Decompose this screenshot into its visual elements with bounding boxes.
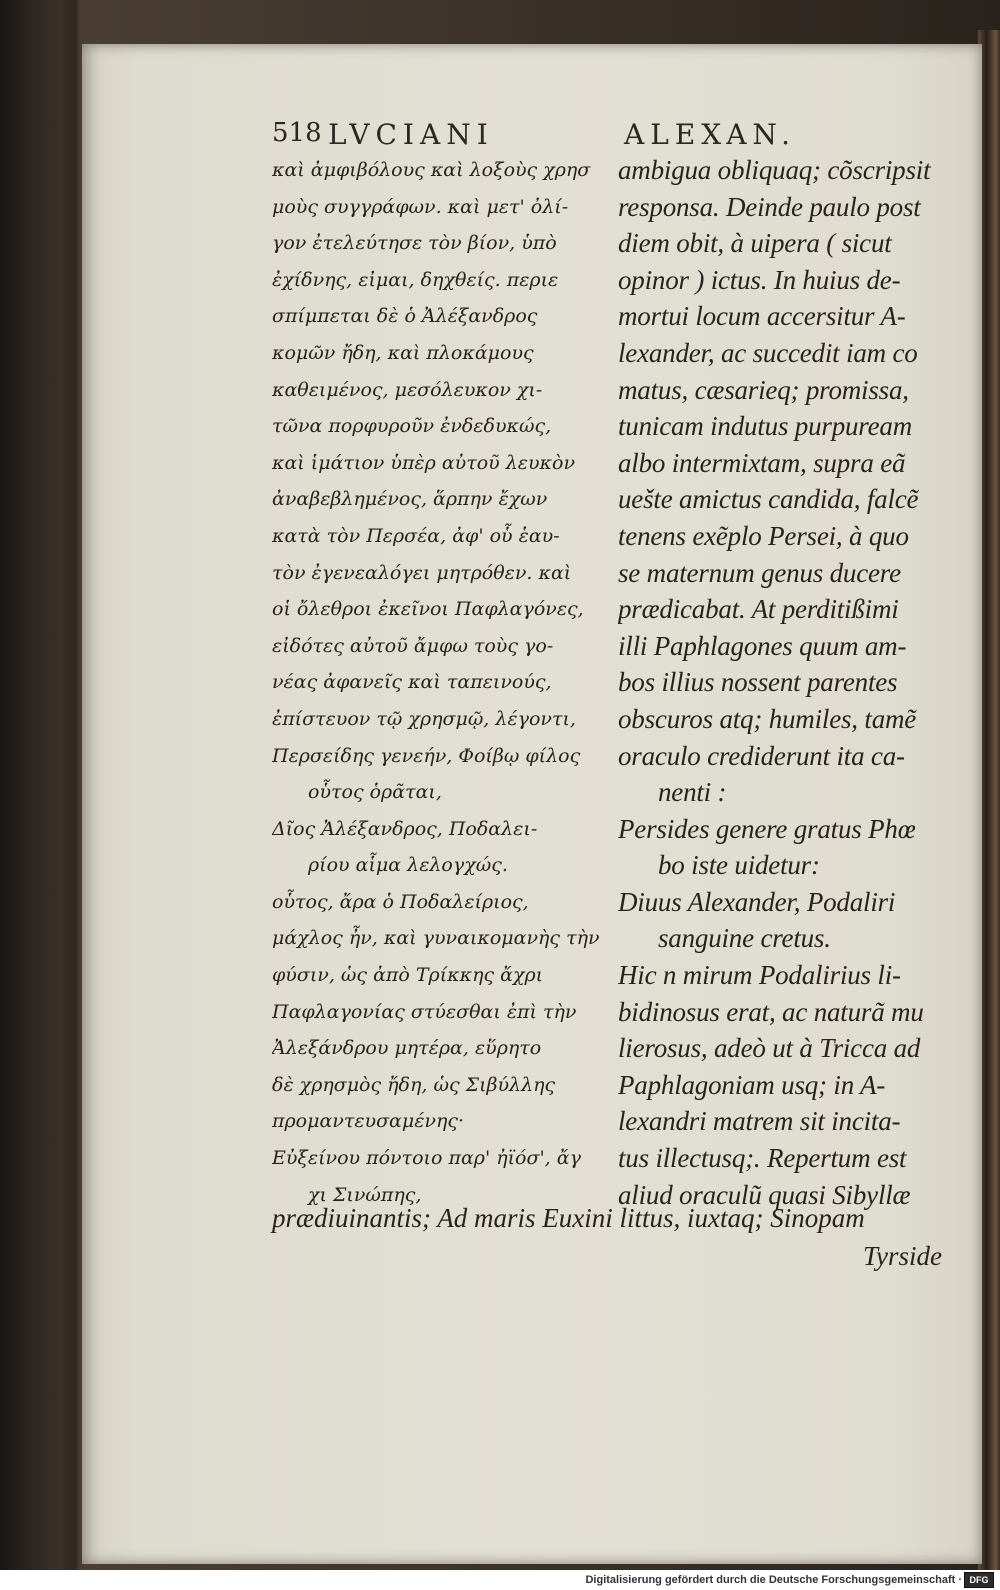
latin-line: bidinosus erat, ac naturã mu [618, 996, 924, 1027]
page-number: 518 [272, 118, 322, 148]
latin-line: opinor ) ictus. In huius de- [618, 264, 901, 295]
footer-bar [0, 1570, 1000, 1590]
latin-verse-line: Diuus Alexander, Podaliri [618, 886, 896, 917]
latin-line: bos illius nossent parentes [618, 667, 898, 698]
running-head-right: ALEXAN. [624, 118, 797, 151]
latin-verse-line: Persides genere gratus Phœ [618, 813, 916, 844]
funding-notice: Digitalisierung gefördert durch die Deutsche Forschungsgemeinschaft · [585, 1574, 962, 1586]
greek-line: εἰδότες αὐτοῦ ἄμφω τοὺς γο- [272, 634, 554, 657]
greek-line: προμαντευσαμένης· [272, 1110, 465, 1133]
full-width-line: prædiuinantis; Ad maris Euxini littus, iuxtaq; Sinopam [272, 1203, 865, 1233]
greek-line: Παφλαγονίας στύεσθαι ἐπὶ τὴν [272, 1000, 577, 1023]
greek-text-column [272, 152, 602, 1213]
latin-line: ambigua obliquaq; cõscripsit [618, 155, 931, 185]
running-head-left: LVCIANI [328, 118, 494, 151]
latin-line: obscuros atq; humiles, tamẽ [618, 703, 917, 734]
greek-line: φύσιν, ὡς ἀπὸ Τρίκκης ἄχρι [272, 964, 544, 987]
latin-line: matus, cæsarieq; promissa, [618, 374, 909, 405]
latin-line: tenens exẽplo Persei, à quo [618, 520, 909, 551]
latin-line: Paphlagoniam usq; in A- [618, 1069, 886, 1100]
latin-line: lierosus, adeò ut à Tricca ad [618, 1033, 921, 1064]
greek-line: νέας ἀφανεῖς καὶ ταπεινούς, [272, 671, 552, 694]
greek-line: γον ἐτελεύτησε τὸν βίον, ὑπὸ [272, 232, 557, 255]
latin-line: uešte amictus candida, falcẽ [618, 484, 919, 515]
greek-line: καθειμένος, μεσόλευκον χι- [272, 378, 543, 401]
latin-line: responsa. Deinde paulo post [618, 191, 921, 222]
greek-line: καὶ ἀμφιβόλους καὶ λοξοὺς χρησ [272, 159, 591, 181]
latin-text-column [618, 152, 938, 1213]
latin-line: lexandri matrem sit incita- [618, 1106, 901, 1137]
greek-verse-line: Εὐξείνου πόντοιο παρ' ἠϊόσ', ἄγ [272, 1147, 581, 1170]
dfg-logo-icon: DFG [964, 1572, 994, 1588]
greek-verse-line: Περσείδης γενεήν, Φοίβῳ φίλος [272, 744, 581, 767]
greek-line: ἐπίστευον τῷ χρησμῷ, λέγοντι, [272, 707, 576, 730]
latin-line: diem obit, à uipera ( sicut [618, 228, 892, 259]
latin-line: aliud oraculũ quasi Sibyllæ [618, 1179, 911, 1210]
greek-line: οὗτος, ἄρα ὁ Ποδαλείριος, [272, 890, 529, 913]
greek-line: μοὺς συγγράφων. καὶ μετ' ὀλί- [272, 195, 569, 218]
greek-line: σπίμπεται δὲ ὁ Ἀλέξανδρος [272, 305, 538, 328]
catchword: Tyrside [863, 1241, 942, 1271]
greek-line: τὸν ἐγενεαλόγει μητρόθεν. καὶ [272, 561, 572, 584]
greek-line: οἱ ὄλεθροι ἐκεῖνοι Παφλαγόνες, [272, 598, 584, 621]
latin-line: oraculo crediderunt ita ca- [618, 740, 905, 771]
latin-verse-line: bo iste uidetur: [658, 850, 820, 881]
greek-line: καὶ ἱμάτιον ὑπὲρ αὐτοῦ λευκὸν [272, 451, 575, 474]
greek-line: ἐχίδνης, εἰμαι, δηχθείς. περιε [272, 268, 559, 291]
latin-line: se maternum genus ducere [618, 557, 901, 588]
greek-verse-line: Δῖος Ἀλέξανδρος, Ποδαλει- [272, 817, 538, 840]
greek-line: τῶνα πορφυροῦν ἐνδεδυκώς, [272, 415, 552, 438]
greek-line: Ἀλεξάνδρου μητέρα, εὕρητο [272, 1037, 542, 1060]
greek-line: ἀναβεβλημένος, ἅρπην ἔχων [272, 488, 548, 511]
latin-line: illi Paphlagones quum am- [618, 630, 907, 661]
latin-line: prædicabat. At perditißimi [618, 594, 899, 625]
latin-line: albo intermixtam, supra eã [618, 447, 906, 478]
latin-verse-line: sanguine cretus. [658, 923, 831, 954]
greek-line: κατὰ τὸν Περσέα, ἀφ' οὗ ἑαυ- [272, 524, 560, 547]
latin-line: tunicam indutus purpuream [618, 411, 912, 442]
latin-line: nenti : [658, 777, 727, 808]
greek-verse-line: χι Σινώπης, [308, 1183, 422, 1206]
latin-line: tus illectusq;. Repertum est [618, 1143, 907, 1174]
latin-line: mortui locum accersitur A- [618, 301, 906, 332]
greek-line: κομῶν ἤδη, καὶ πλοκάμους [272, 341, 534, 364]
greek-line: μάχλος ἦν, καὶ γυναικομανὴς τὴν [272, 927, 600, 950]
greek-verse-line: ρίου αἷμα λελογχώς. [308, 854, 508, 877]
greek-line: δὲ χρησμὸς ἤδη, ὡς Σιβύλλης [272, 1073, 556, 1096]
latin-line: Hic n mirum Podalirius li- [618, 960, 901, 991]
greek-verse-line: οὗτος ὁρᾶται, [308, 781, 442, 804]
latin-line: lexander, ac succedit iam co [618, 337, 918, 368]
